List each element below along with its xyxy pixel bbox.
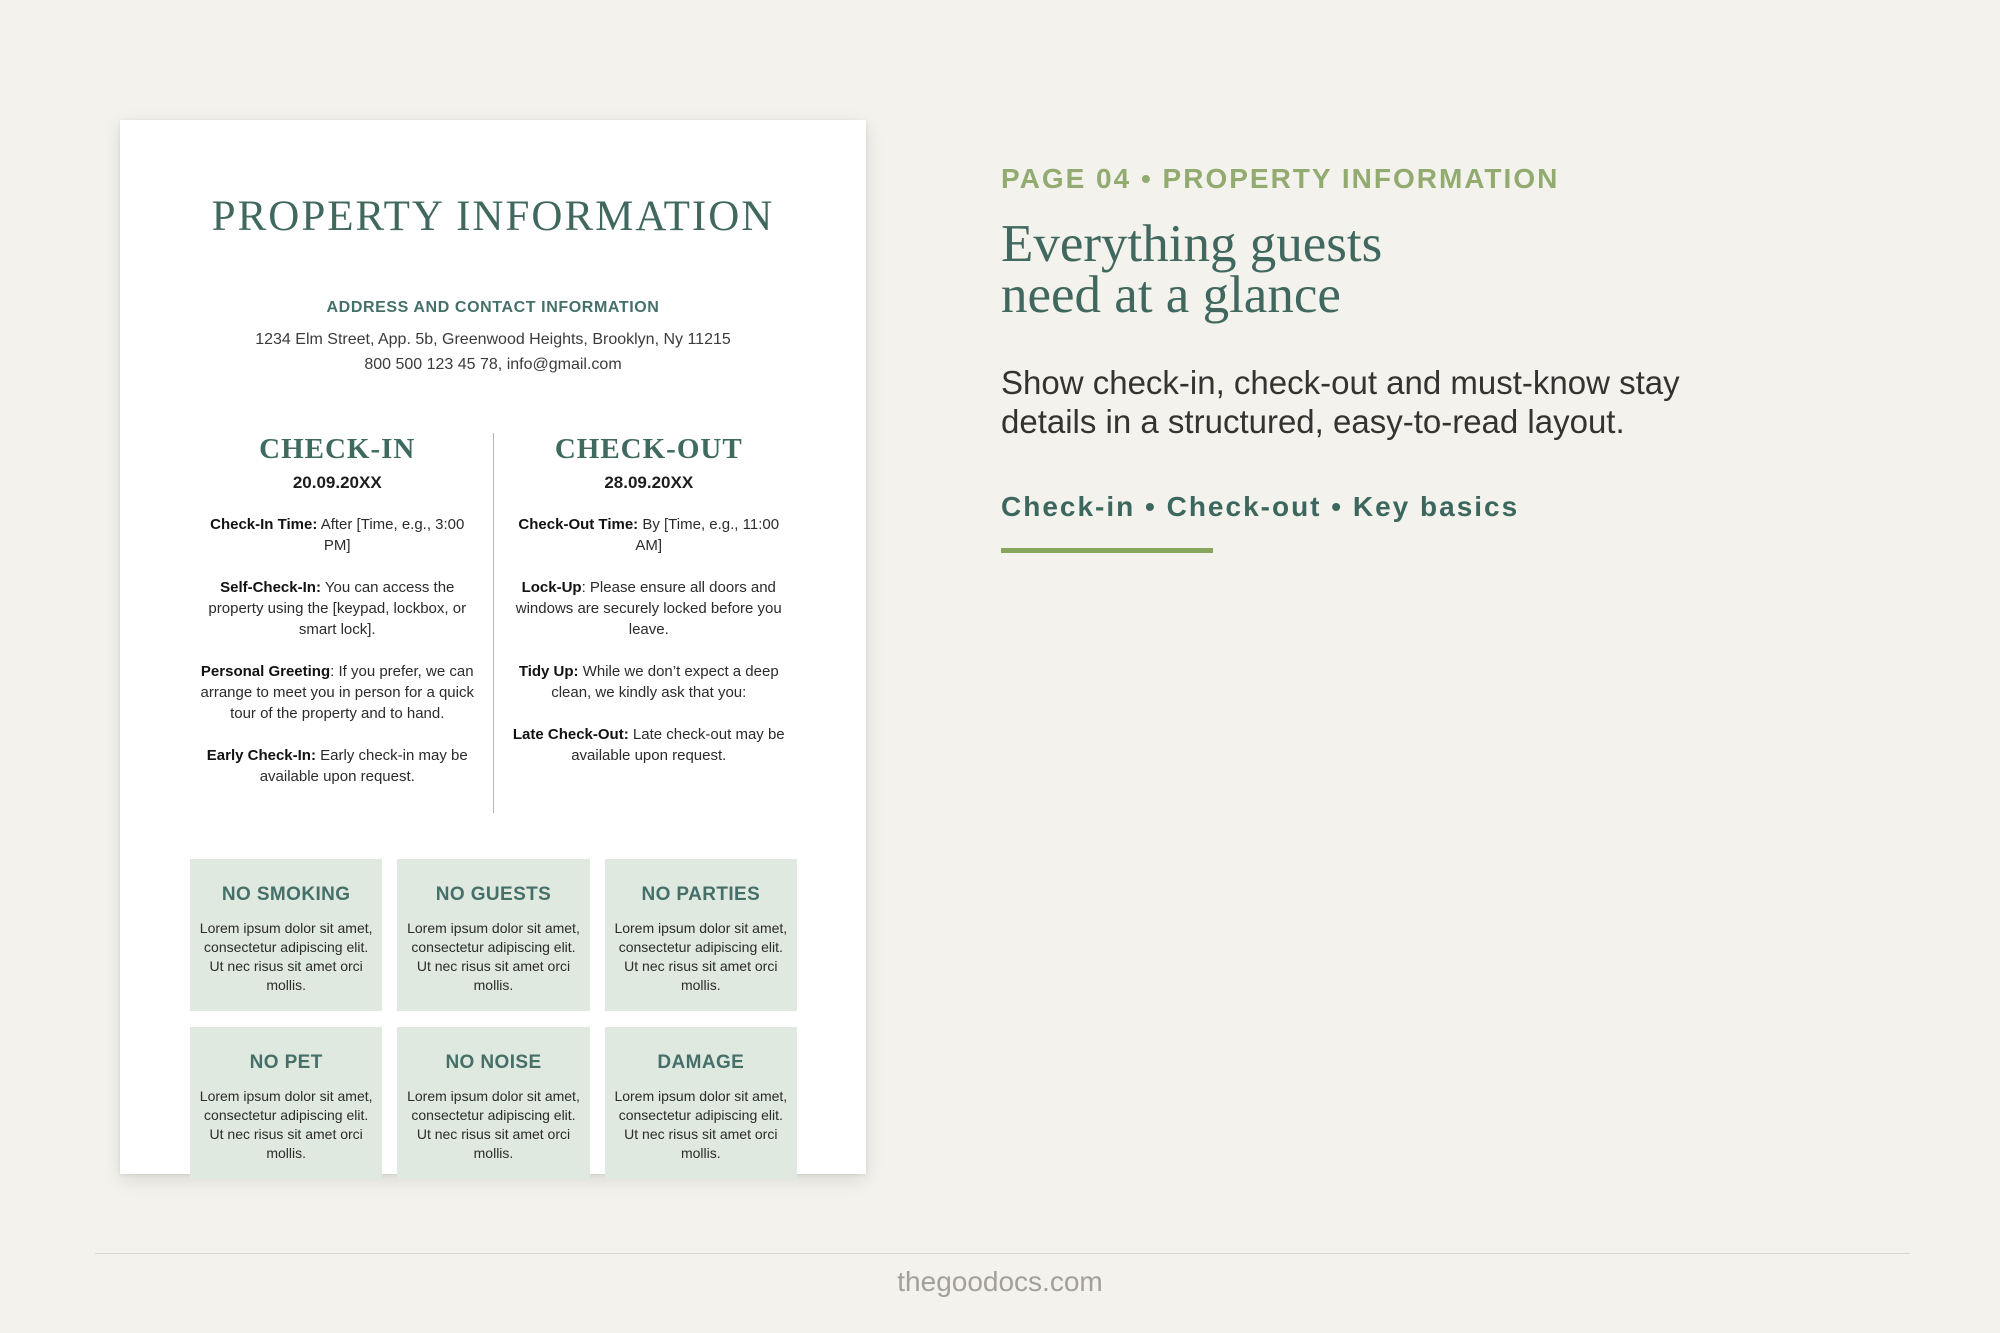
check-in-item: Early Check-In: Early check-in may be available upon request. <box>206 747 468 785</box>
rule-card-no-smoking <box>190 859 382 1011</box>
page-description: Show check-in, check-out and must-know stay details in a structured, easy-to-read layout. <box>1001 364 1680 440</box>
check-out-heading: CHECK-OUT <box>554 433 743 465</box>
rule-title: NO SMOKING <box>221 884 351 905</box>
footer-site-text: thegoodocs.com <box>897 1266 1103 1297</box>
check-in-heading: CHECK-IN <box>259 433 416 465</box>
check-in-item: Check-In Time: After [Time, e.g., 3:00 PM] <box>210 516 465 554</box>
rule-title: NO PARTIES <box>641 884 761 905</box>
address-section <box>120 299 866 377</box>
page-title <box>1001 215 1771 324</box>
check-in-date: 20.09.20XX <box>292 473 382 492</box>
check-out-item: Lock-Up: Please ensure all doors and windows are securely locked before you leave. <box>515 579 782 638</box>
address-heading: ADDRESS AND CONTACT INFORMATION <box>326 299 660 316</box>
description-panel <box>1001 163 1771 553</box>
check-out-column <box>494 433 805 813</box>
rule-title: DAMAGE <box>657 1052 745 1073</box>
check-in-column <box>182 433 494 813</box>
check-out-date: 28.09.20XX <box>604 473 694 492</box>
rule-card-no-noise <box>397 1027 589 1179</box>
rule-text: Lorem ipsum dolor sit amet, consectetur adipiscing elit. Ut nec risus sit amet orci mollis. <box>199 920 373 993</box>
page-title-line-1: Everything guests <box>1001 215 1383 273</box>
check-out-item: Check-Out Time: By [Time, e.g., 11:00 AM] <box>518 516 780 554</box>
page-tagline: Check-in • Check-out • Key basics <box>1001 491 1520 522</box>
check-out-item: Late Check-Out: Late check-out may be available upon request. <box>512 726 785 764</box>
rule-card-damage <box>605 1027 797 1179</box>
page-eyebrow: PAGE 04 • PROPERTY INFORMATION <box>1001 163 1560 194</box>
rule-title: NO PET <box>249 1052 323 1073</box>
rule-card-no-parties <box>605 859 797 1011</box>
page-title-line-2: need at a glance <box>1001 266 1341 324</box>
tagline-underline <box>1001 548 1213 553</box>
rule-card-no-guests <box>397 859 589 1011</box>
check-in-item: Self-Check-In: You can access the property using the [keypad, lockbox, or smart lock]. <box>208 579 467 638</box>
rule-text: Lorem ipsum dolor sit amet, consectetur adipiscing elit. Ut nec risus sit amet orci mollis. <box>614 920 788 993</box>
address-line-1: 1234 Elm Street, App. 5b, Greenwood Heights, Brooklyn, Ny 11215 <box>255 331 731 348</box>
house-rules-grid <box>190 859 797 1179</box>
check-out-item: Tidy Up: While we don’t expect a deep clean, we kindly ask that you: <box>518 663 779 701</box>
address-line-2: 800 500 123 45 78, info@gmail.com <box>364 356 622 373</box>
footer-divider <box>95 1253 1910 1254</box>
check-in-item: Personal Greeting: If you prefer, we can arrange to meet you in person for a quick tour of the property and to hand. <box>200 663 474 722</box>
rule-text: Lorem ipsum dolor sit amet, consectetur adipiscing elit. Ut nec risus sit amet orci mollis. <box>407 1088 580 1161</box>
rule-text: Lorem ipsum dolor sit amet, consectetur adipiscing elit. Ut nec risus sit amet orci mollis. <box>614 1088 788 1161</box>
rule-text: Lorem ipsum dolor sit amet, consectetur adipiscing elit. Ut nec risus sit amet orci mollis. <box>407 920 580 993</box>
check-in-out-section <box>182 433 804 813</box>
rule-title: NO NOISE <box>445 1052 542 1073</box>
document-title: PROPERTY INFORMATION <box>211 193 775 240</box>
rule-text: Lorem ipsum dolor sit amet, consectetur adipiscing elit. Ut nec risus sit amet orci mollis. <box>199 1088 373 1161</box>
property-document-card <box>120 120 866 1174</box>
rule-card-no-pet <box>190 1027 382 1179</box>
rule-title: NO GUESTS <box>435 884 552 905</box>
